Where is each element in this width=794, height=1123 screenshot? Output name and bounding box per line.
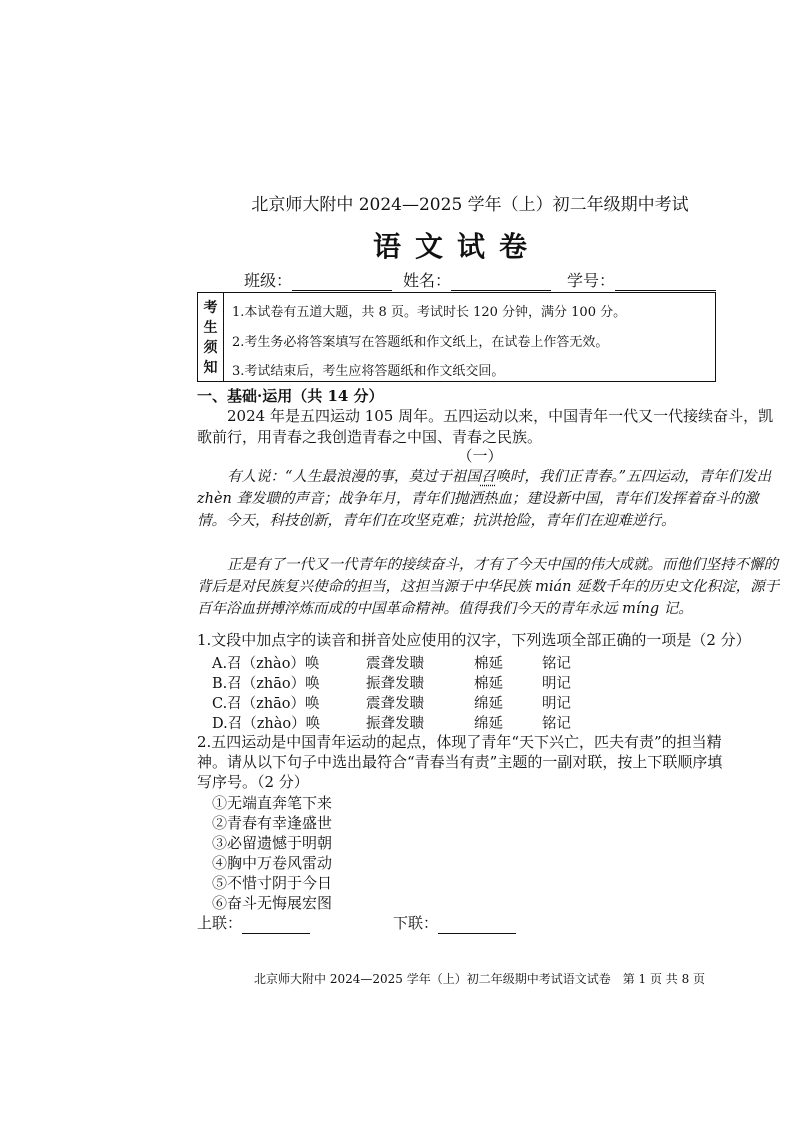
- couplet-line-item: ⑤不惜寸阴于今日: [212, 874, 333, 892]
- option-pronunciation: C.召（zhāo）唤: [212, 696, 320, 712]
- notice-item: 2.考生务必将答案填写在答题纸和作文纸上，在试卷上作答无效。: [232, 335, 609, 350]
- section-intro: 2024 年是五四运动 105 周年。五四运动以来，中国青年一代又一代接续奋斗，凯歌前行，用青春之我创造青春之中国、青春之民族。: [197, 407, 774, 446]
- notice-heading-char: 生: [203, 320, 218, 336]
- name-blank[interactable]: [451, 274, 551, 291]
- name-label: 姓名：: [403, 271, 452, 290]
- student-id-label: 学号：: [567, 271, 616, 290]
- option-word: 铭记: [542, 656, 571, 672]
- option-word: 震聋发聩: [366, 656, 424, 672]
- option-word: 铭记: [542, 716, 571, 732]
- option-word: 绵延: [474, 716, 503, 732]
- lower-couplet-label: 下联：: [393, 914, 439, 932]
- student-id-field: [567, 268, 716, 291]
- notice-item: 1.本试卷有五道大题，共 8 页。考试时长 120 分钟，满分 100 分。: [232, 305, 627, 320]
- name-field: [403, 268, 551, 291]
- exam-notice-box: [197, 292, 716, 382]
- exam-subject-title: 语文试卷: [372, 230, 541, 263]
- option-word: 棉延: [474, 676, 503, 692]
- notice-heading-char: 须: [203, 340, 218, 356]
- question-1-stem: 1.文段中加点字的读音和拼音处应使用的汉字，下列选项全部正确的一项是（2 分）: [197, 631, 751, 649]
- option-pronunciation: B.召（zhāo）唤: [212, 676, 320, 692]
- couplet-line-item: ③必留遗憾于明朝: [212, 834, 333, 852]
- section-heading: 一、基础·运用（共 14 分）: [197, 387, 384, 405]
- notice-heading-char: 考: [203, 300, 218, 316]
- option-word: 震聋发聩: [366, 696, 424, 712]
- passage-text: 有人说：“人生最浪漫的事，莫过于祖国: [227, 469, 481, 485]
- couplet-line-item: ②青春有幸逢盛世: [212, 814, 333, 832]
- option-word: 明记: [542, 696, 571, 712]
- option-word: 明记: [542, 676, 571, 692]
- passage-text: 唤时，我们正青春。”五四运动，青年们发出 zhèn 聋发聩的声音；战争年月，青年们抛洒热血；建设新中国，青年们发挥着奋斗的激情。今天，科技创新，青年们在攻坚克难；抗洪抢险，青年们在迎难逆行。: [197, 469, 772, 529]
- dotted-character: 召: [480, 469, 496, 485]
- question-2-stem: 2.五四运动是中国青年运动的起点，体现了青年“天下兴亡，匹夫有责”的担当精: [197, 733, 722, 751]
- option-pronunciation: A.召（zhào）唤: [212, 656, 320, 672]
- student-id-blank[interactable]: [615, 274, 716, 291]
- option-word: 振聋发聩: [366, 716, 424, 732]
- class-label: 班级：: [244, 271, 293, 290]
- option-word: 绵延: [474, 696, 503, 712]
- page-footer: 北京师大附中 2024—2025 学年（上）初二年级期中考试语文试卷 第 1 页 共 8 页: [254, 972, 706, 986]
- passage-paragraph: 正是有了一代又一代青年的接续奋斗，才有了今天中国的伟大成就。而他们坚持不懈的背后是对民族复兴使命的担当，这担当源于中华民族 mián 延数千年的历史文化积淀，源于百年浴血拼搏淬炼而成的中国革命精神。值得我们今天的青年永远 míng 记。: [197, 557, 780, 617]
- couplet-line-item: ④胸中万卷风雷动: [212, 854, 333, 872]
- class-field: [244, 268, 392, 291]
- couplet-line-item: ①无端直奔笔下来: [212, 794, 333, 812]
- question-2-stem: 神。请从以下句子中选出最符合“青春当有责”主题的一副对联，按上下联顺序填: [197, 753, 723, 771]
- option-word: 棉延: [474, 656, 503, 672]
- exam-header-title: 北京师大附中 2024—2025 学年（上）初二年级期中考试: [251, 195, 689, 215]
- upper-couplet-label: 上联：: [197, 914, 243, 932]
- passage-paragraph: [197, 466, 780, 532]
- option-pronunciation: D.召（zhào）唤: [212, 716, 321, 732]
- upper-couplet-blank[interactable]: [242, 918, 310, 934]
- question-2-stem: 写序号。（2 分）: [197, 773, 309, 791]
- lower-couplet-blank[interactable]: [438, 918, 516, 934]
- upper-couplet-field: [197, 913, 310, 934]
- notice-item: 3.考试结束后，考生应将答题纸和作文纸交回。: [232, 364, 505, 379]
- lower-couplet-field: [393, 913, 516, 934]
- couplet-line-item: ⑥奋斗无悔展宏图: [212, 894, 333, 912]
- notice-heading: [198, 293, 224, 381]
- part-label: （一）: [457, 447, 503, 465]
- class-blank[interactable]: [292, 274, 392, 291]
- notice-heading-char: 知: [203, 360, 218, 376]
- option-word: 振聋发聩: [366, 676, 424, 692]
